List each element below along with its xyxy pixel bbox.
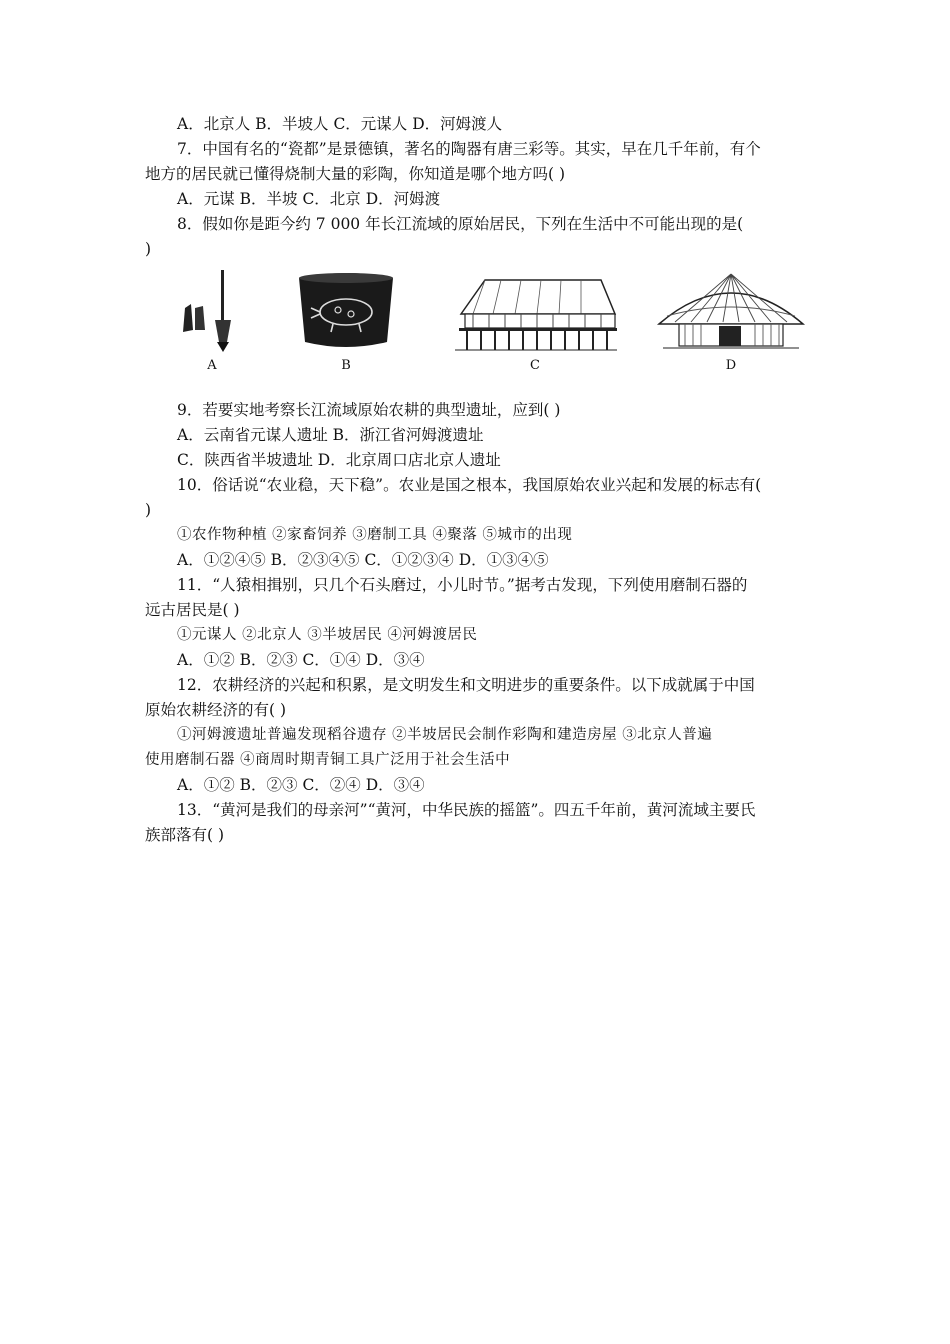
q12-options: A．①② B．②③ C．②④ D．③④	[177, 776, 425, 794]
bone-tools-image	[177, 268, 247, 356]
q10-stem-2: )	[145, 501, 152, 519]
q12-items-1: ①河姆渡遗址普遍发现稻谷遗存 ②半坡居民会制作彩陶和建造房屋 ③北京人普遍	[177, 727, 713, 743]
figure-b-label: B	[341, 358, 351, 373]
figure-b	[293, 268, 399, 374]
figure-c-label: C	[530, 358, 540, 373]
q9-options-2: C．陕西省半坡遗址 D．北京周口店北京人遗址	[177, 451, 501, 469]
q12-stem-2: 原始农耕经济的有( )	[145, 701, 287, 719]
q8-stem-2: )	[145, 240, 152, 258]
q7-options: A．元谋 B．半坡 C．北京 D．河姆渡	[177, 190, 441, 208]
q11-items: ①元谋人 ②北京人 ③半坡居民 ④河姆渡居民	[177, 627, 478, 643]
q11-stem-2: 远古居民是( )	[145, 601, 240, 619]
q11-stem-1: 11．“人猿相揖别，只几个石头磨过，小儿时节。”据考古发现，下列使用磨制石器的	[177, 576, 748, 594]
pottery-bowl-image	[293, 268, 399, 356]
q9-stem: 9．若要实地考察长江流域原始农耕的典型遗址，应到( )	[177, 401, 561, 419]
figure-a-label: A	[207, 358, 217, 373]
q7-stem-2: 地方的居民就已懂得烧制大量的彩陶，你知道是哪个地方吗( )	[145, 165, 566, 183]
q8-stem-1: 8．假如你是距今约 7 000 年长江流域的原始居民，下列在生活中不可能出现的是(	[177, 215, 744, 233]
figure-c	[451, 268, 619, 374]
q12-items-2: 使用磨制石器 ④商周时期青铜工具广泛用于社会生活中	[145, 752, 511, 768]
q9-options-1: A．云南省元谋人遗址 B．浙江省河姆渡遗址	[177, 426, 484, 444]
q10-options: A．①②④⑤ B．②③④⑤ C．①②③④ D．①③④⑤	[177, 551, 549, 569]
q13-stem-2: 族部落有( )	[145, 826, 225, 844]
figure-d	[655, 268, 807, 374]
q13-stem-1: 13．“黄河是我们的母亲河”“黄河，中华民族的摇篮”。四五千年前，黄河流域主要氏	[177, 801, 756, 819]
thatched-hut-image	[655, 268, 807, 356]
stilt-house-image	[451, 268, 619, 356]
figure-a	[177, 268, 247, 374]
q7-stem-1: 7．中国有名的“瓷都”是景德镇，著名的陶器有唐三彩等。其实，早在几千年前，有个	[177, 140, 761, 158]
document-page	[145, 112, 807, 848]
q10-items: ①农作物种植 ②家畜饲养 ③磨制工具 ④聚落 ⑤城市的出现	[177, 527, 573, 543]
q10-stem-1: 10．俗话说“农业稳，天下稳”。农业是国之根本，我国原始农业兴起和发展的标志有(	[177, 476, 762, 494]
q6-options: A．北京人 B．半坡人 C．元谋人 D．河姆渡人	[177, 115, 503, 133]
q8-figures	[145, 268, 807, 378]
q12-stem-1: 12．农耕经济的兴起和积累，是文明发生和文明进步的重要条件。以下成就属于中国	[177, 676, 755, 694]
q11-options: A．①② B．②③ C．①④ D．③④	[177, 651, 425, 669]
figure-d-label: D	[725, 358, 737, 373]
